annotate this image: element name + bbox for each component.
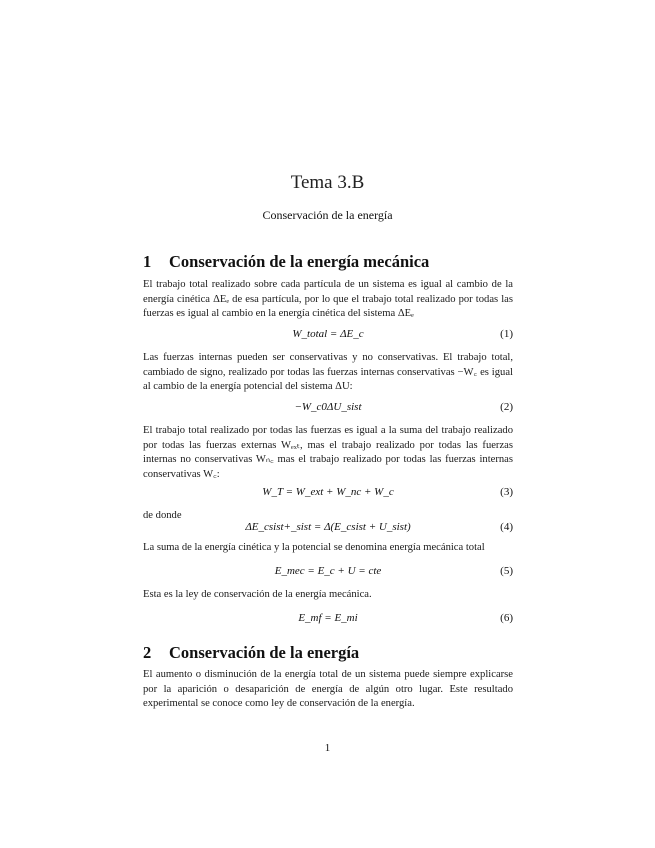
equation-number: (4) bbox=[500, 521, 513, 533]
section-heading-1 bbox=[143, 252, 429, 272]
paragraph-6: Esta es la ley de conservación de la energía mecánica. bbox=[143, 589, 372, 600]
section-title: Conservación de la energía bbox=[169, 643, 360, 662]
section-heading-2 bbox=[143, 643, 359, 663]
paragraph-4: de donde bbox=[143, 510, 182, 521]
equation-2 bbox=[143, 401, 513, 417]
equation-1 bbox=[143, 328, 513, 344]
section-title: Conservación de la energía mecánica bbox=[169, 252, 430, 271]
page-number: 1 bbox=[324, 742, 331, 754]
equation-6 bbox=[143, 612, 513, 628]
equation-expression: W_total = ΔE_c bbox=[292, 328, 364, 340]
paragraph-1: El trabajo total realizado sobre cada partícula de un sistema es igual al cambio de la energía cinética ΔEₑ de esa partícula, por lo que el trabajo total realizado por todas las fuerzas es igual al cambio en la energía cinética del sistema ΔEₑ bbox=[143, 279, 513, 320]
equation-3 bbox=[143, 486, 513, 502]
paragraph-5: La suma de la energía cinética y la potencial se denomina energía mecánica total bbox=[143, 542, 485, 553]
equation-expression: W_T = W_ext + W_nc + W_c bbox=[262, 486, 394, 498]
equation-expression: E_mf = E_mi bbox=[298, 612, 358, 624]
equation-number: (2) bbox=[500, 401, 513, 413]
document-title: Tema 3.B bbox=[290, 172, 365, 193]
paragraph-7: El aumento o disminución de la energía total de un sistema puede siempre explicarse por la aparición o desaparición de energía de algún otro lugar. Este resultado experimental se conoce como ley de conservación de la energía. bbox=[143, 669, 513, 710]
equation-number: (5) bbox=[500, 565, 513, 577]
equation-expression: E_mec = E_c + U = cte bbox=[274, 565, 382, 577]
section-number: 1 bbox=[143, 252, 152, 271]
equation-expression: ΔE_csist+_sist = Δ(E_csist + U_sist) bbox=[245, 521, 411, 533]
paragraph-3: El trabajo total realizado por todas las fuerzas es igual a la suma del trabajo realizado por todas las fuerzas externas Wₑₓₜ, mas el trabajo realizado por todas las fuerzas internas no conservativas Wₙ꜀ mas el trabajo realizado por todas las fuerzas internas conservativas W꜀: bbox=[143, 425, 513, 480]
paragraph-2: Las fuerzas internas pueden ser conservativas y no conservativas. El trabajo total, cambiado de signo, realizado por todas las fuerzas internas conservativas −W꜀ es igual al cambio de la energía potencial del sistema ΔU: bbox=[143, 352, 513, 393]
equation-expression: −W_c0ΔU_sist bbox=[294, 401, 362, 413]
equation-number: (6) bbox=[500, 612, 513, 624]
section-number: 2 bbox=[143, 643, 152, 662]
equation-4 bbox=[143, 521, 513, 537]
equation-number: (1) bbox=[500, 328, 513, 340]
document-subtitle: Conservación de la energía bbox=[262, 208, 393, 222]
equation-5 bbox=[143, 565, 513, 581]
equation-number: (3) bbox=[500, 486, 513, 498]
